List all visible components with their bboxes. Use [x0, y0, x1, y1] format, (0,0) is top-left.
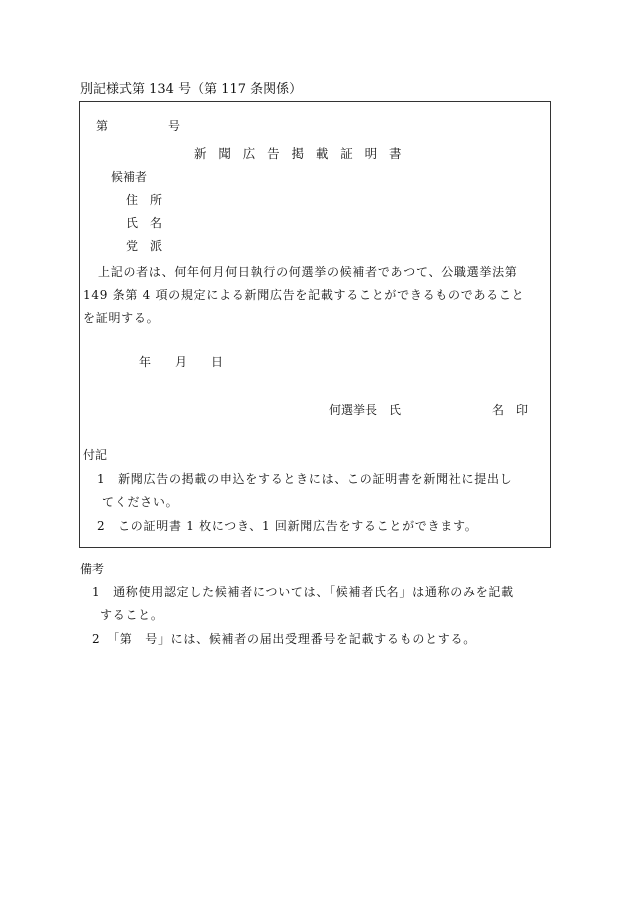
notes-title: 付記 — [83, 448, 108, 462]
note-1-line-1: 1 新聞広告の掲載の申込をするときには、この証明書を新聞社に提出し — [97, 472, 513, 486]
certificate-number-label: 第 号 — [96, 119, 181, 133]
certificate-title: 新聞広告掲載証明書 — [194, 146, 414, 161]
certificate-body-line-1: 上記の者は、何年何月何日執行の何選挙の候補者であつて、公職選挙法第 — [98, 265, 518, 279]
official-label: 何選挙長 氏 — [329, 403, 402, 417]
candidate-label: 候補者 — [111, 170, 148, 184]
remark-2: 2 「第 号」には、候補者の届出受理番号を記載するものとする。 — [92, 632, 476, 646]
date-label: 年 月 日 — [139, 355, 224, 369]
seal-label: 名 印 — [492, 403, 529, 417]
address-label: 住 所 — [126, 193, 163, 207]
remark-1-line-1: 1 通称使用認定した候補者については、「候補者氏名」は通称のみを記載 — [92, 585, 514, 599]
remarks-title: 備考 — [80, 562, 105, 576]
form-header: 別記様式第 134 号（第 117 条関係） — [80, 82, 303, 97]
name-label: 氏 名 — [126, 216, 163, 230]
remark-1-line-2: すること。 — [100, 608, 164, 622]
certificate-body-line-2: 149 条第 4 項の規定による新聞広告を記載することができるものであること — [83, 288, 525, 302]
certificate-body-line-3: を証明する。 — [83, 311, 160, 325]
note-2: 2 この証明書 1 枚につき、1 回新聞広告をすることができます。 — [97, 519, 478, 533]
note-1-line-2: てください。 — [102, 495, 179, 509]
party-label: 党 派 — [126, 239, 163, 253]
